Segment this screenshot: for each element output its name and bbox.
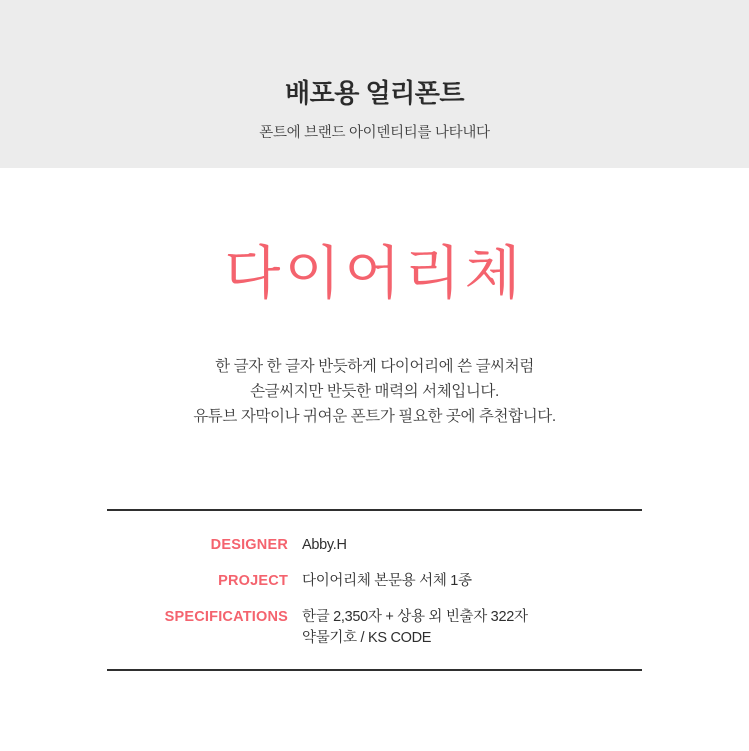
description-block	[0, 354, 749, 429]
description-line-2: 손글씨지만 반듯한 매력의 서체입니다.	[250, 382, 499, 400]
spec-value-designer: Abby.H	[302, 537, 347, 554]
font-name-display: 다이어리체	[224, 239, 525, 307]
spec-label-designer: DESIGNER	[210, 537, 288, 554]
table-row	[107, 607, 642, 649]
table-row	[107, 571, 642, 592]
main-content	[0, 239, 749, 671]
description-line-3: 유튜브 자막이나 귀여운 폰트가 필요한 곳에 추천합니다.	[193, 408, 556, 426]
page-title: 배포용 얼리폰트	[284, 78, 465, 108]
table-row	[107, 535, 642, 556]
spec-value-project: 다이어리체 본문용 서체 1종	[302, 573, 472, 590]
hero-section	[0, 239, 749, 307]
spec-value-specifications	[302, 607, 642, 649]
spec-label-project: PROJECT	[218, 573, 288, 590]
page-subtitle: 폰트에 브랜드 아이덴티티를 나타내다	[259, 125, 490, 142]
spec-label-specifications: SPECIFICATIONS	[164, 609, 288, 626]
header-band	[0, 0, 749, 168]
divider-bottom	[107, 669, 642, 671]
spec-value-specifications-line-1: 한글 2,350자 + 상용 외 빈출자 322자	[302, 609, 528, 626]
description-line-1: 한 글자 한 글자 반듯하게 다이어리에 쓴 글씨처럼	[215, 357, 534, 375]
spec-table	[107, 511, 642, 649]
spec-value-specifications-line-2: 약물기호 / KS CODE	[302, 630, 432, 647]
